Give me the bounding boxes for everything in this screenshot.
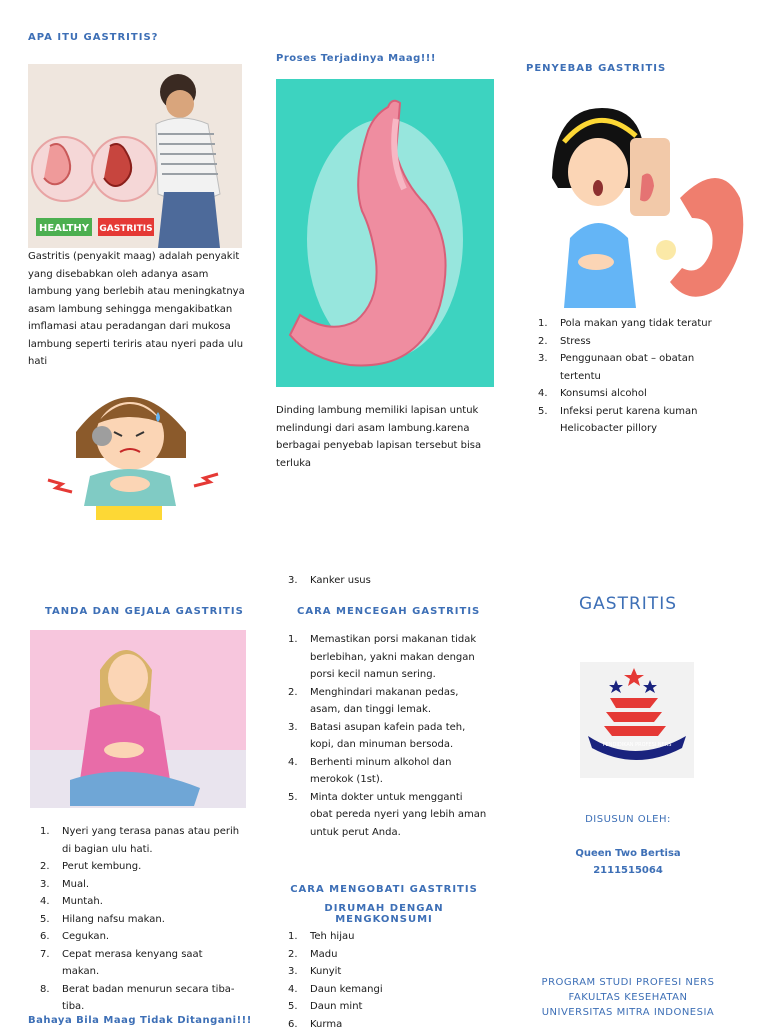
danger-ordered-list: [288, 572, 488, 590]
list-item: [288, 946, 488, 964]
list-item: [288, 1016, 488, 1033]
list-item-text: Menghindari makanan pedas, asam, dan tinggi lemak.: [310, 684, 488, 719]
list-item-number: 5.: [40, 911, 62, 929]
list-item-text: Penggunaan obat – obatan tertentu: [560, 350, 718, 385]
list-item: [288, 684, 488, 719]
sick-girl-illustration: [40, 380, 230, 520]
list-item-number: 2.: [288, 946, 310, 964]
list-item-text: Mual.: [62, 876, 240, 894]
treatment-list: [288, 928, 488, 1033]
heading-tanda-gejala: TANDA DAN GEJALA GASTRITIS: [45, 606, 244, 617]
woman-stomachache-illustration: [30, 630, 246, 808]
list-item-number: 3.: [288, 572, 310, 590]
paragraph-lining: Dinding lambung memiliki lapisan untuk melindungi dari asam lambung.karena berbagai penyebab lapisan tersebut bisa terluka: [276, 402, 486, 472]
heading-penyebab: PENYEBAB GASTRITIS: [526, 63, 666, 74]
symptoms-ordered-list: [40, 823, 240, 1016]
list-item-text: Muntah.: [62, 893, 240, 911]
list-item-text: Stress: [560, 333, 718, 351]
list-item-number: 7.: [40, 946, 62, 981]
cover-title: GASTRITIS: [530, 594, 726, 614]
list-item: [40, 928, 240, 946]
program-line-3: UNIVERSITAS MITRA INDONESIA: [520, 1007, 736, 1018]
list-item: [40, 893, 240, 911]
badge-gastritis: GASTRITIS: [99, 224, 152, 234]
list-item-number: 4.: [288, 754, 310, 789]
causes-ordered-list: [538, 315, 718, 438]
list-item-text: Konsumsi alcohol: [560, 385, 718, 403]
logo-text: PENDIDIKAN PROFESI NERS: [603, 742, 672, 748]
list-item-text: Teh hijau: [310, 928, 488, 946]
list-item-text: Berhenti minum alkohol dan merokok (1st).: [310, 754, 488, 789]
list-item: [40, 981, 240, 1016]
list-item-number: 1.: [40, 823, 62, 858]
stomach-comparison-image: [28, 64, 242, 248]
program-line-1: PROGRAM STUDI PROFESI NERS: [520, 977, 736, 988]
heading-proses-maag: Proses Terjadinya Maag!!!: [276, 53, 436, 64]
prevention-list: [288, 631, 488, 841]
paragraph-definition: Gastritis (penyakit maag) adalah penyakit yang disebabkan oleh adanya asam lambung yang berlebih atau meningkatnya asam lambung sehingga mengakibatkan imflamasi atau peradangan dari mukosa lambung seperti teriris atau nyeri pada ulu hati: [28, 248, 250, 371]
list-item: [288, 631, 488, 684]
badge-healthy: HEALTHY: [39, 223, 90, 234]
list-item-number: 5.: [288, 998, 310, 1016]
heading-mengobati-1: CARA MENGOBATI GASTRITIS: [276, 884, 492, 895]
list-item-number: 1.: [538, 315, 560, 333]
list-item-number: 8.: [40, 981, 62, 1016]
list-item-text: Nyeri yang terasa panas atau perih di bagian ulu hati.: [62, 823, 240, 858]
ners-logo-icon: [580, 662, 694, 778]
list-item-number: 5.: [288, 789, 310, 842]
list-item-number: 4.: [40, 893, 62, 911]
program-line-2: FAKULTAS KESEHATAN: [520, 992, 736, 1003]
list-item-text: Minta dokter untuk mengganti obat pereda nyeri yang lebih aman untuk perut Anda.: [310, 789, 488, 842]
list-item: [538, 385, 718, 403]
treatment-ordered-list: [288, 928, 488, 1033]
causes-list: [538, 315, 718, 438]
list-item: [288, 998, 488, 1016]
list-item-number: 4.: [288, 981, 310, 999]
author-id: 2111515064: [530, 862, 726, 879]
list-item-number: 6.: [40, 928, 62, 946]
list-item-number: 3.: [538, 350, 560, 385]
woman-holding-stomach-icon: [30, 630, 246, 808]
heading-mencegah: CARA MENCEGAH GASTRITIS: [297, 606, 480, 617]
list-item: [40, 858, 240, 876]
list-item-number: 3.: [40, 876, 62, 894]
list-item: [288, 754, 488, 789]
list-item-number: 5.: [538, 403, 560, 438]
list-item-text: Cegukan.: [62, 928, 240, 946]
list-item: [288, 928, 488, 946]
list-item: [538, 350, 718, 385]
girl-stomachache-icon: [40, 380, 230, 520]
list-item-text: Infeksi perut karena kuman Helicobacter pillory: [560, 403, 718, 438]
ners-logo: [580, 662, 694, 778]
healthy-vs-gastritis-illustration: [28, 64, 242, 248]
list-item-text: Kurma: [310, 1016, 488, 1033]
causes-illustration: [530, 88, 752, 314]
list-item-text: Daun kemangi: [310, 981, 488, 999]
list-item-text: Batasi asupan kafein pada teh, kopi, dan minuman bersoda.: [310, 719, 488, 754]
list-item: [288, 963, 488, 981]
author-name: Queen Two Bertisa: [530, 845, 726, 862]
list-item-number: 2.: [288, 684, 310, 719]
list-item-number: 2.: [40, 858, 62, 876]
list-item: [288, 981, 488, 999]
list-item-text: Kunyit: [310, 963, 488, 981]
stomach-icon: [276, 79, 494, 387]
list-item-text: Pola makan yang tidak teratur: [560, 315, 718, 333]
compiled-by-label: DISUSUN OLEH:: [530, 814, 726, 825]
list-item: [538, 315, 718, 333]
list-item-number: 6.: [288, 1016, 310, 1033]
list-item-text: Perut kembung.: [62, 858, 240, 876]
list-item-number: 4.: [538, 385, 560, 403]
list-item-text: Memastikan porsi makanan tidak berlebihan, yakni makan dengan porsi kecil namun sering.: [310, 631, 488, 684]
list-item-number: 1.: [288, 631, 310, 684]
list-item: [40, 946, 240, 981]
list-item-text: Cepat merasa kenyang saat makan.: [62, 946, 240, 981]
list-item: [288, 572, 488, 590]
list-item: [288, 719, 488, 754]
heading-bahaya: Bahaya Bila Maag Tidak Ditangani!!!: [28, 1015, 252, 1026]
list-item-number: 2.: [538, 333, 560, 351]
danger-list-continued: [288, 572, 488, 590]
list-item-number: 1.: [288, 928, 310, 946]
list-item: [538, 333, 718, 351]
list-item: [40, 911, 240, 929]
girl-and-stomach-icon: [530, 88, 752, 314]
heading-apa-itu-gastritis: APA ITU GASTRITIS?: [28, 32, 158, 43]
list-item: [40, 823, 240, 858]
list-item-text: Kanker usus: [310, 572, 488, 590]
list-item: [40, 876, 240, 894]
list-item: [538, 403, 718, 438]
list-item-text: Berat badan menurun secara tiba-tiba.: [62, 981, 240, 1016]
prevention-ordered-list: [288, 631, 488, 841]
symptoms-list: [40, 823, 240, 1016]
list-item-text: Hilang nafsu makan.: [62, 911, 240, 929]
list-item-number: 3.: [288, 963, 310, 981]
heading-mengobati-2: DIRUMAH DENGAN MENGKONSUMI: [276, 903, 492, 925]
list-item: [288, 789, 488, 842]
list-item-text: Madu: [310, 946, 488, 964]
list-item-text: Daun mint: [310, 998, 488, 1016]
stomach-illustration: [276, 79, 494, 387]
list-item-number: 3.: [288, 719, 310, 754]
